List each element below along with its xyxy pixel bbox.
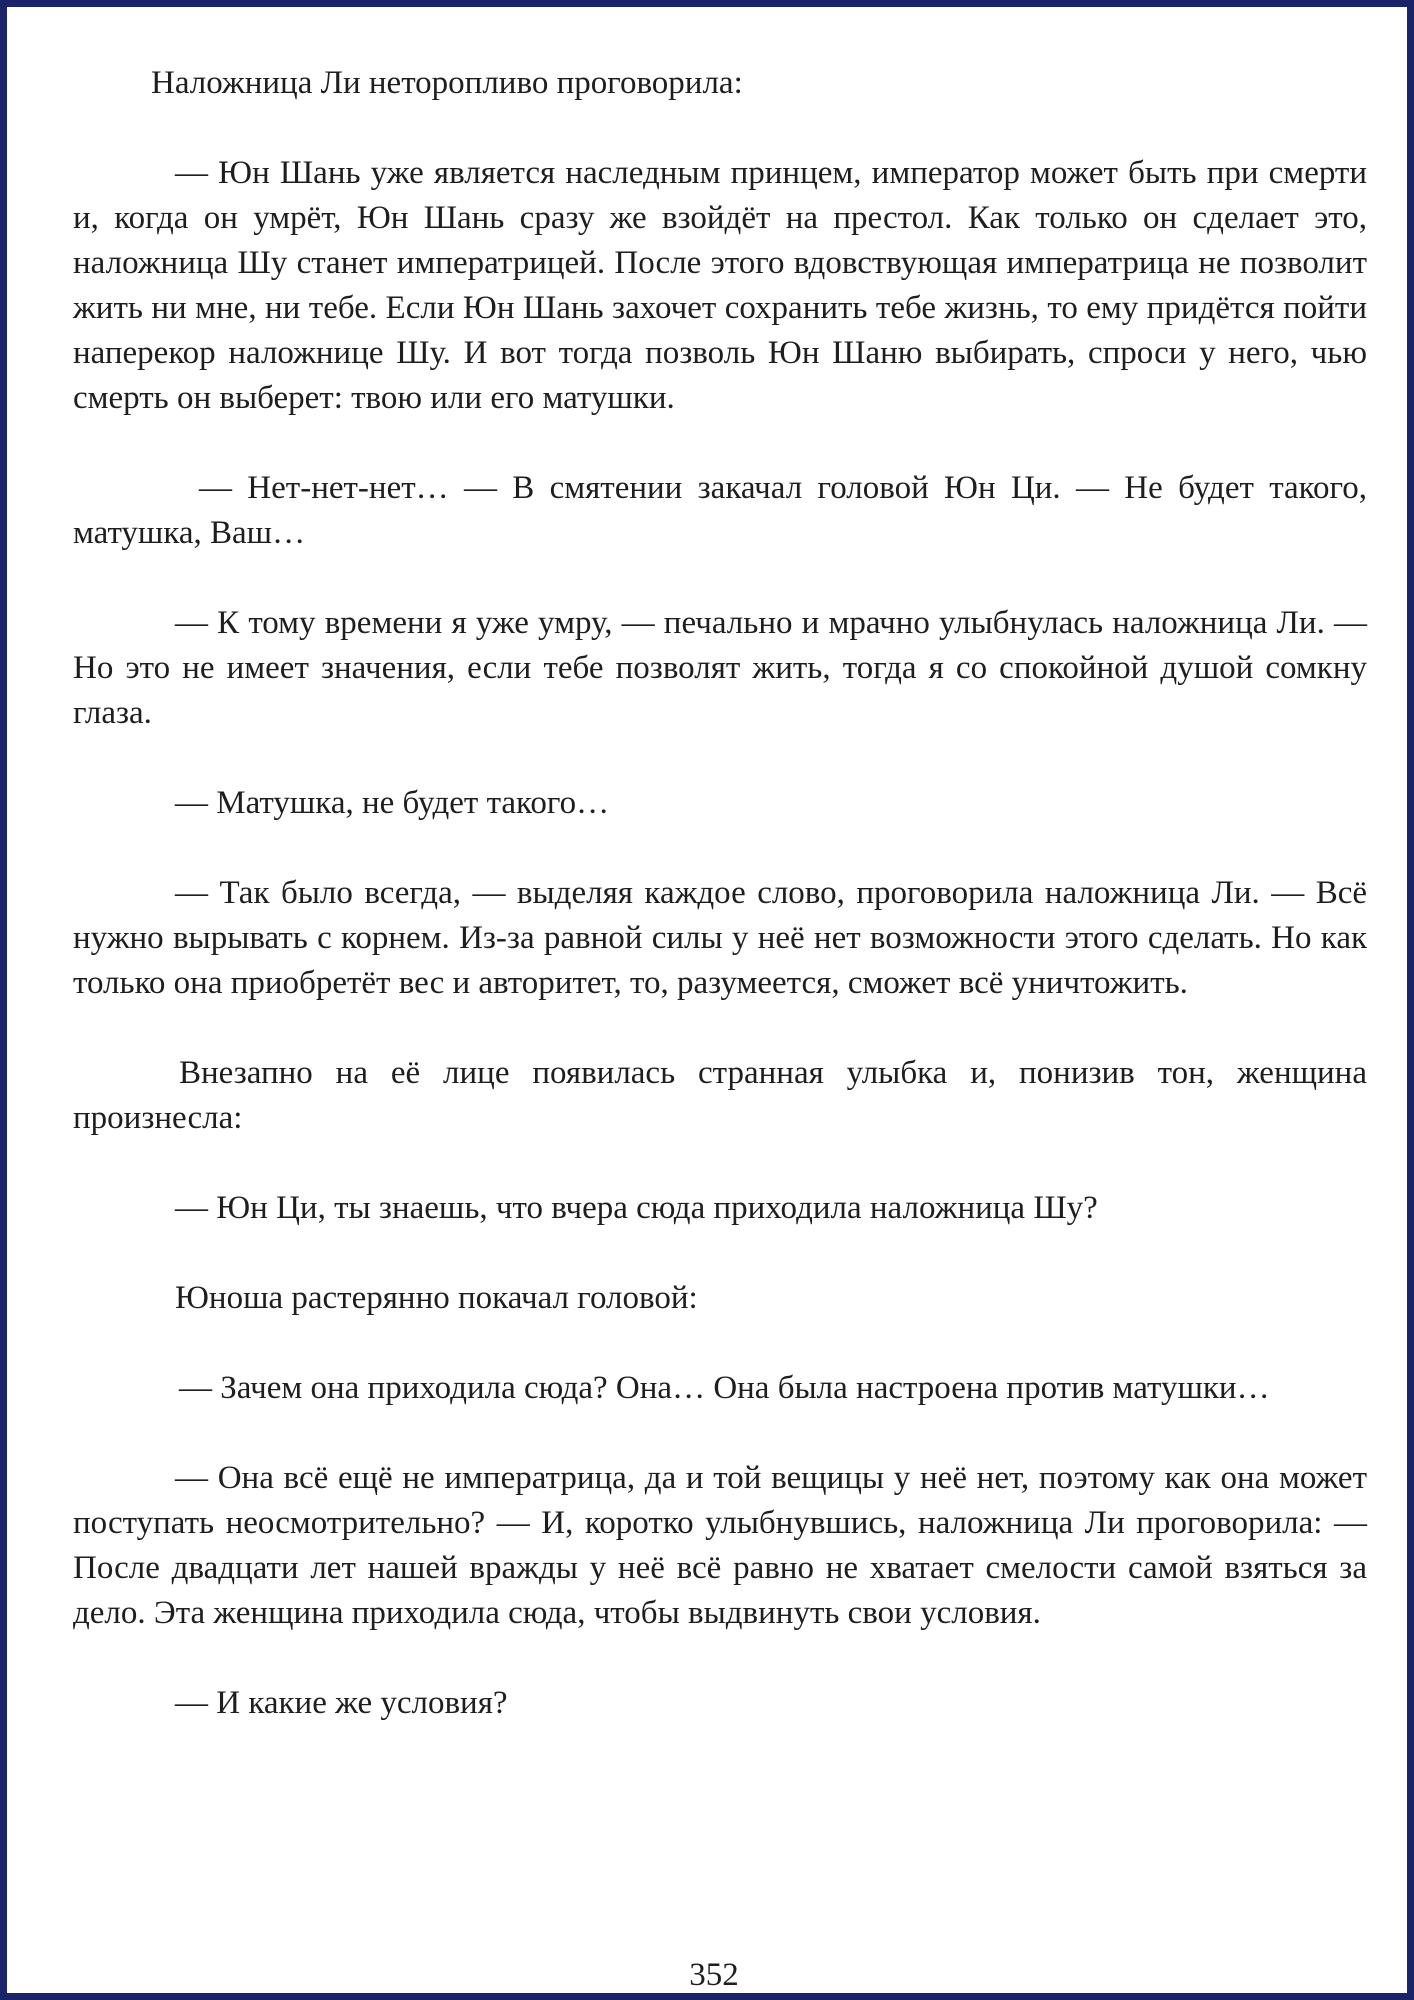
paragraph: — Нет-нет-нет… — В смятении закачал головой Юн Ци. — Не будет такого, матушка, Ваш… xyxy=(73,470,1367,551)
paragraph: — Юн Шань уже является наследным принцем, император может быть при смерти и, когда он умрёт, Юн Шань сразу же взойдёт на престол. Как только он сделает это, наложница Шу станет императрицей. После этого вдовствующая императрица не позволит жить ни мне, ни тебе. Если Юн Шань захочет сохранить тебе жизнь, то ему придётся пойти наперекор наложнице Шу. И вот тогда позволь Юн Шаню выбирать, спроси у него, чью смерть он выберет: твою или его матушки. xyxy=(73,155,1367,416)
page-number: 352 xyxy=(689,1957,739,1993)
text-body xyxy=(73,61,1367,1771)
paragraph: — К тому времени я уже умру, — печально и мрачно улыбнулась наложница Ли. — Но это не имеет значения, если тебе позволят жить, тогда я со спокойной душой сомкну глаза. xyxy=(73,605,1367,731)
paragraph: Юноша растерянно покачал головой: xyxy=(175,1280,698,1316)
paragraph: Внезапно на её лице появилась странная улыбка и, понизив тон, женщина произнесла: xyxy=(73,1055,1367,1136)
paragraph: — Матушка, не будет такого… xyxy=(175,785,610,821)
paragraph: Наложница Ли неторопливо проговорила: xyxy=(151,65,743,101)
paragraph: — Зачем она приходила сюда? Она… Она была настроена против матушки… xyxy=(179,1370,1270,1406)
paragraph: — Так было всегда, — выделяя каждое слово, проговорила наложница Ли. — Всё нужно вырывать с корнем. Из-за равной силы у неё нет возможности этого сделать. Но как только она приобретёт вес и авторитет, то, разумеется, сможет всё уничтожить. xyxy=(73,875,1367,1001)
paragraph: — Юн Ци, ты знаешь, что вчера сюда приходила наложница Шу? xyxy=(175,1190,1098,1226)
paragraph: — И какие же условия? xyxy=(175,1685,508,1721)
paragraph: — Она всё ещё не императрица, да и той вещицы у неё нет, поэтому как она может поступать неосмотрительно? — И, коротко улыбнувшись, наложница Ли проговорила: — После двадцати лет нашей вражды у неё всё равно не хватает смелости самой взяться за дело. Эта женщина приходила сюда, чтобы выдвинуть свои условия. xyxy=(73,1460,1367,1631)
